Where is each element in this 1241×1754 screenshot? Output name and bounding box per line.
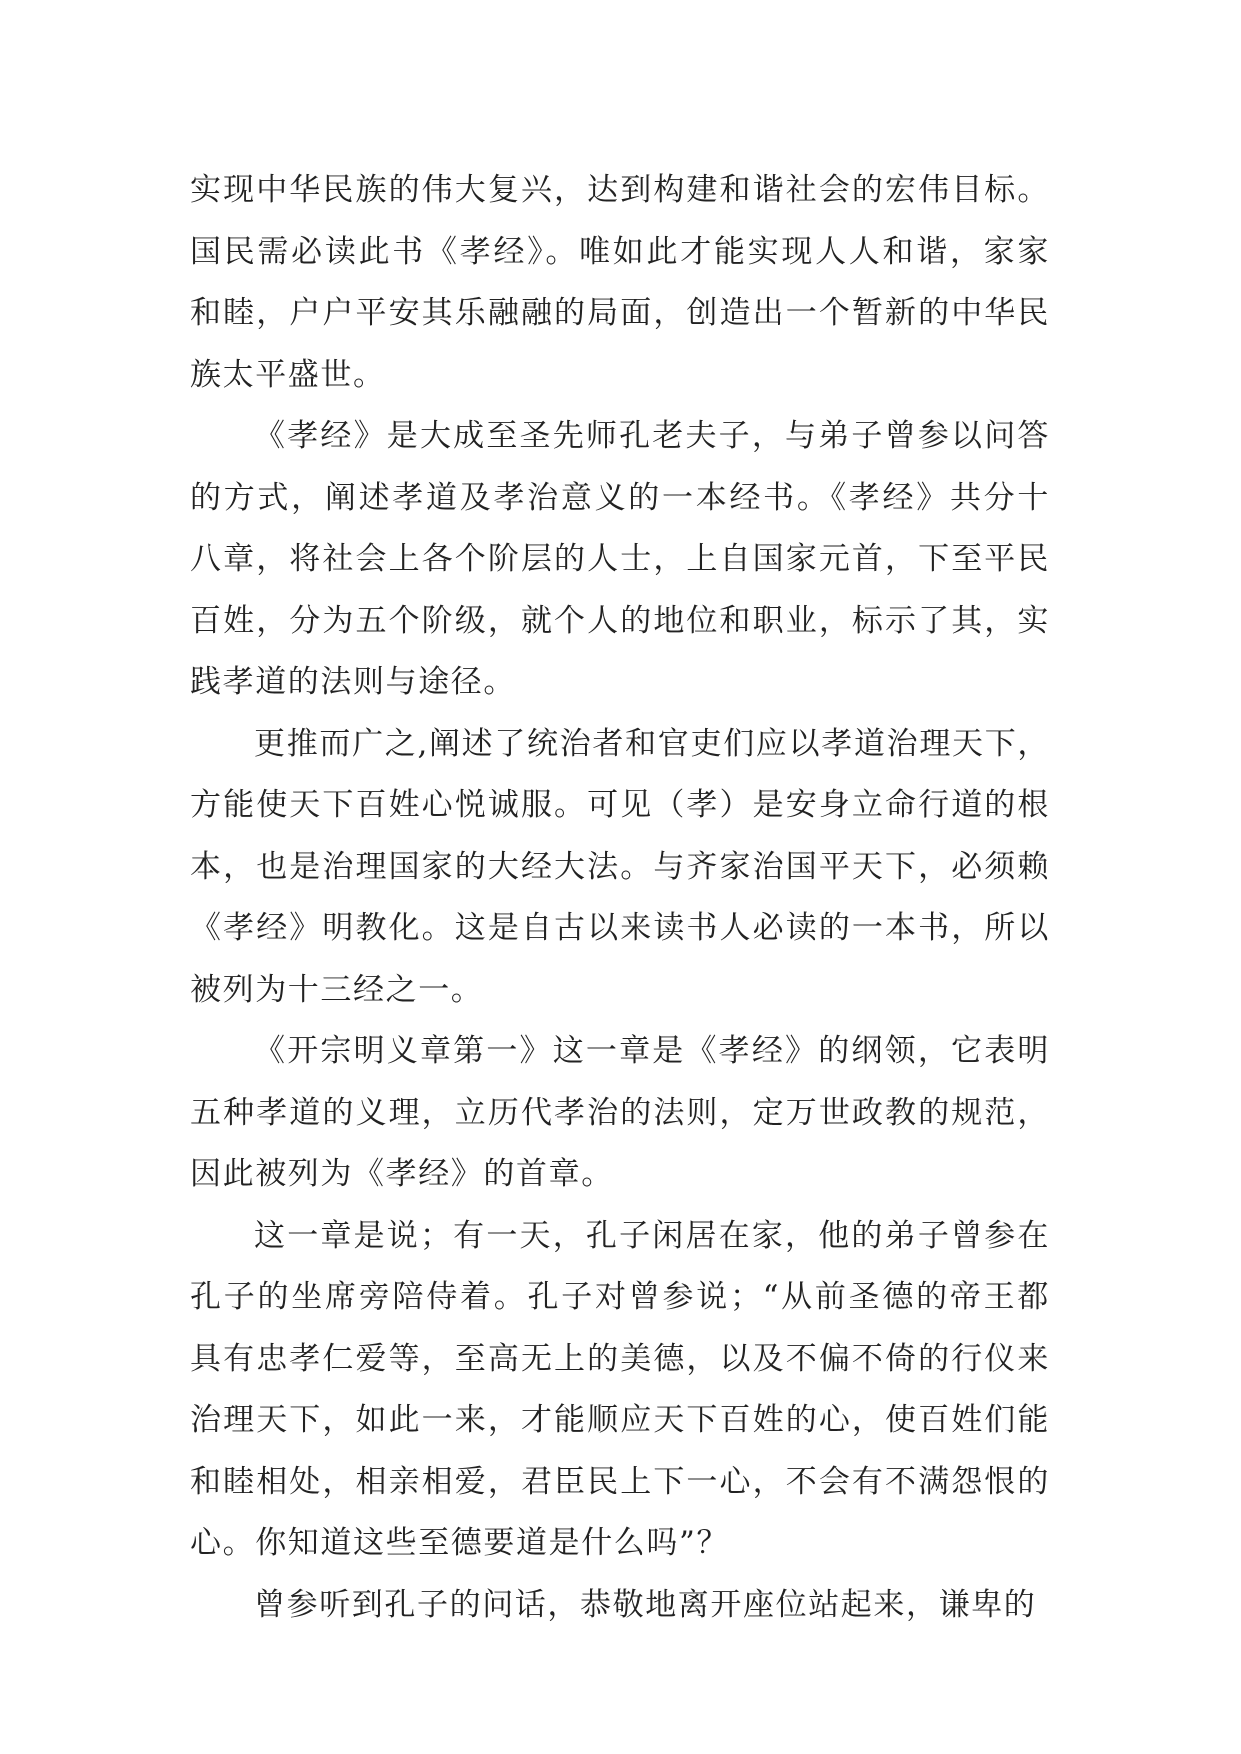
paragraph-zengshen-reply: 曾参听到孔子的问话，恭敬地离开座位站起来，谦卑的	[254, 1586, 1037, 1623]
paragraph-xiaojing-intro: 《孝经》是大成至圣先师孔老夫子，与弟子曾参以问答的方式，阐述孝道及孝治意义的一本经书。《孝经》共分十八章，将社会上各个阶层的人士，上自国家元首，下至平民百姓，分为五个阶级，就个人的地位和职业，标示了其，实践孝道的法则与途径。	[190, 418, 1050, 700]
paragraph-dialogue: 这一章是说；有一天，孔子闲居在家，他的弟子曾参在孔子的坐席旁陪侍着。孔子对曾参说；“从前圣德的帝王都具有忠孝仁爱等，至高无上的美德，以及不偏不倚的行仪来治理天下，如此一来，才能顺应天下百姓的心，使百姓们能和睦相处，相亲相爱，君臣民上下一心，不会有不满怨恨的心。你知道这些至德要道是什么吗”？	[190, 1217, 1050, 1561]
document-page	[190, 160, 1050, 1636]
paragraph-continuation: 实现中华民族的伟大复兴，达到构建和谐社会的宏伟目标。国民需必读此书《孝经》。唯如此才能实现人人和谐，家家和睦，户户平安其乐融融的局面，创造出一个暂新的中华民族太平盛世。	[190, 172, 1050, 393]
paragraph-governance: 更推而广之,阐述了统治者和官吏们应以孝道治理天下，方能使天下百姓心悦诚服。可见（孝）是安身立命行道的根本，也是治理国家的大经大法。与齐家治国平天下，必须赖《孝经》明教化。这是自古以来读书人必读的一本书，所以被列为十三经之一。	[190, 725, 1050, 1008]
paragraph-chapter-one: 《开宗明义章第一》这一章是《孝经》的纲领，它表明五种孝道的义理，立历代孝治的法则，定万世政教的规范，因此被列为《孝经》的首章。	[190, 1033, 1050, 1192]
